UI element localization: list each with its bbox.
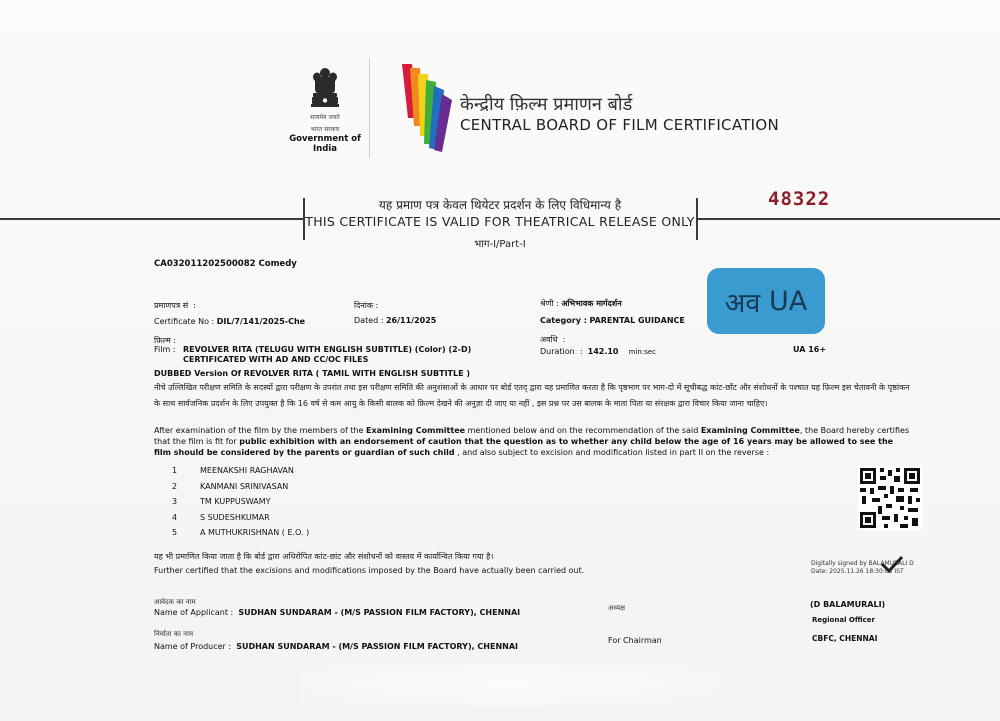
digital-signature-date: Date: 2025.11.26 18:30:03 IST [811,567,904,575]
category-value: PARENTAL GUIDANCE [589,316,685,325]
rating-hindi: अव [724,287,761,319]
duration-value: 142.10 [587,347,619,356]
banner-line-left [0,218,303,220]
dated-label: Dated : [354,316,384,325]
category-hindi: श्रेणी : अभिभावक मार्गदर्शन [540,299,622,308]
dated-value: 26/11/2025 [385,316,437,325]
certificate-no-label: Certificate No : [154,317,215,326]
dated-hindi: दिनांक : [354,301,379,310]
film-certification-note: CERTIFICATED WITH AD AND CC/OC FILES [183,355,369,364]
validity-english: THIS CERTIFICATE IS VALID FOR THEATRICAL RELEASE ONLY [305,214,695,229]
applicant-label-hindi: आवेदक का नाम [154,598,196,606]
reference-code: CA032011202500082 Comedy [154,259,297,269]
applicant [154,608,520,617]
cbfc-logo [396,60,456,160]
government-of-india: Government of India [289,134,361,154]
rating-badge [707,268,825,334]
dubbed-version [154,369,470,378]
header-divider [369,58,370,158]
part-label: भाग-I/Part-I [474,239,526,250]
digital-signature-signer: Digitally signed by BALAMURALI D [811,560,914,567]
further-certified-english: Further certified that the excisions and modifications imposed by the Board have actually been carried out. [154,566,585,575]
rating-english: UA [769,285,808,317]
film-title: REVOLVER RITA (TELUGU WITH ENGLISH SUBTITLE) (Color) (2-D) [183,345,472,354]
film-hindi: फ़िल्म : [154,336,177,345]
certificate-no-hindi: प्रमाणपत्र सं : [154,301,196,310]
officer-name: (D BALAMURALI) [810,600,886,609]
for-chairman: For Chairman [608,636,662,645]
cbfc-logo-icon [396,60,456,156]
officer-title: Regional Officer [812,616,876,624]
category [540,316,685,325]
board-name-english: CENTRAL BOARD OF FILM CERTIFICATION [460,116,780,134]
state-emblem-icon [308,64,342,112]
dubbed-title: REVOLVER RITA ( TAMIL WITH ENGLISH SUBTITLE ) [243,369,470,378]
dubbed-prefix: DUBBED Version Of [154,369,242,378]
certificate-serial-number: 48322 [768,188,831,210]
board-name-hindi: केन्द्रीय फ़िल्म प्रमाणन बोर्ड [460,94,633,115]
committee-member: 5 A MUTHUKRISHNAN ( E.O. ) [172,528,310,537]
committee-list [172,466,309,544]
signature-check-icon [880,555,904,577]
producer-value: SUDHAN SUNDARAM - (M/S PASSION FILM FACTORY), CHENNAI [236,642,519,651]
paper-glare [300,660,720,710]
banner-line-right [698,218,1000,220]
producer-label-hindi: निर्माता का नाम [154,630,194,638]
officer-office: CBFC, CHENNAI [812,634,878,643]
certificate-no-value: DIL/7/141/2025-Che [216,317,306,326]
committee-member: 1 MEENAKSHI RAGHAVAN [172,466,294,475]
applicant-label: Name of Applicant : [154,608,234,617]
rating-sub-label: UA 16+ [793,345,827,354]
further-certified-hindi: यह भी प्रमाणित किया जाता है कि बोर्ड द्वारा अधिरोपित कांट-छांट और संशोधनों को वास्तव में कार्यान्वित किया गया है। [154,552,494,561]
certificate-no [154,317,305,326]
emblem-motto: सत्यमेव जयते [310,114,340,121]
validity-hindi: यह प्रमाण पत्र केवल थियेटर प्रदर्शन के लिए विधिमान्य है [378,198,622,212]
dated [354,316,436,325]
duration: Duration : 142.10 min:sec [540,347,657,356]
government-emblem [282,64,368,154]
applicant-value: SUDHAN SUNDARAM - (M/S PASSION FILM FACTORY), CHENNAI [238,608,521,617]
committee-member: 2 KANMANI SRINIVASAN [172,481,289,491]
producer [154,642,518,651]
qr-code-icon [858,466,922,534]
government-hindi: भारत सरकार [310,126,340,133]
certification-text-english: After examination of the film by the members of the Examining Committee mentioned below and on the recommendation of the said Examining Committee, the Board hereby certifies that the film is fit for public exhibition with an endorsement of caution that the question as to whether any child below the age of 16 years may be allowed to see the film should be considered by the parents or guardian of such child , and also subject to excision and modification listed in part II on the reverse : [154,426,910,457]
duration-label: Duration [540,347,575,356]
committee-member: 3 TM KUPPUSWAMY [172,497,271,506]
chairman-hindi: अध्यक्ष [608,604,626,612]
producer-label: Name of Producer : [154,642,232,651]
category-label: Category : [540,316,587,325]
certification-text-hindi: नीचे उल्लिखित परीक्षण समिति के सदस्यों द्वारा परीक्षण के उपरांत तथा इस परीक्षण समिति की अनुशंसाओं के आधार पर बोर्ड एतद् द्वारा यह प्रमाणित करता है कि पृष्ठभाग पर भाग-दो में सूचीबद्ध कांट-छाँट और संशोधनों के पश्चात यह फ़िल्म इस चेतावनी के पृष्ठांकन के साथ सार्वजनिक प्रदर्शन के लिए उपयुक्त है कि 16 वर्ष से कम आयु के किसी बालक को फ़िल्म देखने की अनुज्ञा दी जाए या नहीं , इस प्रश्न पर उस बालक के माता पिता या संरक्षक द्वारा विचार किया जाना चाहिए। [154,383,910,408]
duration-unit: min:sec [628,348,657,356]
duration-hindi: अवधि : [540,335,566,344]
committee-member: 4 S SUDESHKUMAR [172,512,270,522]
film-label: Film : [154,345,176,354]
